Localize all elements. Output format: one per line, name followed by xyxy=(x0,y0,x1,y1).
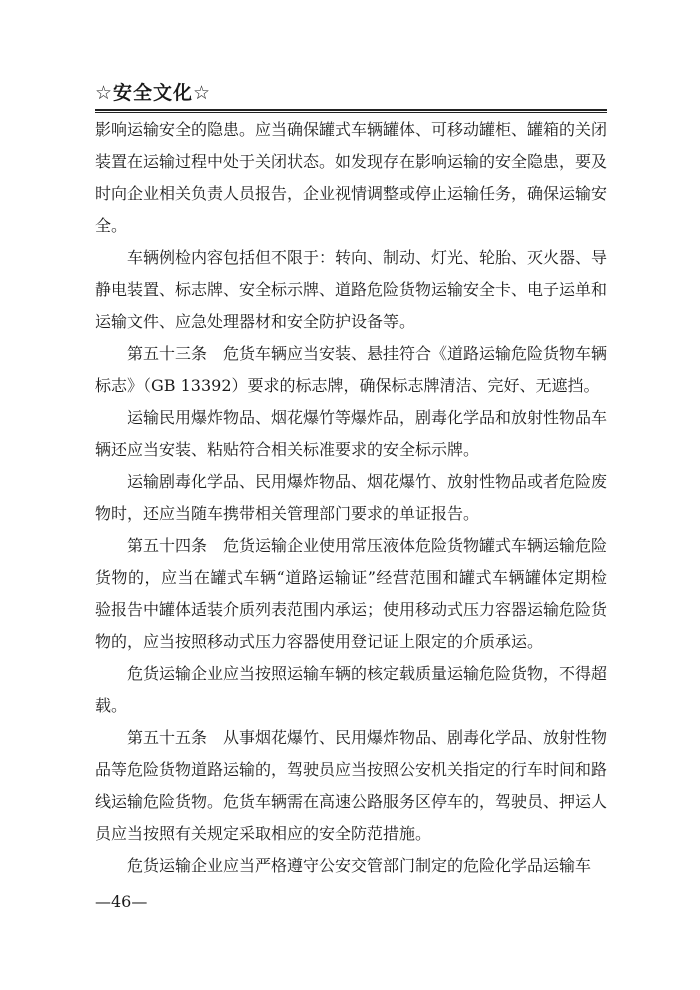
paragraph: 车辆例检内容包括但不限于：转向、制动、灯光、轮胎、灭火器、导静电装置、标志牌、安全标示牌、道路危险货物运输安全卡、电子运单和运输文件、应急处理器材和安全防护设备等。 xyxy=(95,248,608,331)
paragraph-continued: 影响运输安全的隐患。应当确保罐式车辆罐体、可移动罐柜、罐箱的关闭装置在运输过程中处于关闭状态。如发现存在影响运输的安全隐患，要及时向企业相关负责人员报告，企业视情调整或停止运输任务，确保运输安全。 xyxy=(95,120,608,235)
article-55: 第五十五条 从事烟花爆竹、民用爆炸物品、剧毒化学品、放射性物品等危险货物道路运输的，驾驶员应当按照公安机关指定的行车时间和路线运输危险货物。危货车辆需在高速公路服务区停车的，驾驶员、押运人员应当按照有关规定采取相应的安全防范措施。 xyxy=(95,728,608,843)
paragraph: 危货运输企业应当按照运输车辆的核定载质量运输危险货物，不得超载。 xyxy=(95,664,608,715)
paragraph-truncated: 危货运输企业应当严格遵守公安交管部门制定的危险化学品运输车 xyxy=(127,856,592,875)
paragraph: 运输民用爆炸物品、烟花爆竹等爆炸品，剧毒化学品和放射性物品车辆还应当安装、粘贴符合相关标准要求的安全标示牌。 xyxy=(95,408,608,459)
paragraph: 运输剧毒化学品、民用爆炸物品、烟花爆竹、放射性物品或者危险废物时，还应当随车携带相关管理部门要求的单证报告。 xyxy=(95,472,608,523)
page-number: —46— xyxy=(95,892,148,911)
header-rule-thin xyxy=(95,112,607,113)
article-54: 第五十四条 危货运输企业使用常压液体危险货物罐式车辆运输危险货物的，应当在罐式车辆“道路运输证”经营范围和罐式车辆罐体定期检验报告中罐体适装介质列表范围内承运；使用移动式压力容器运输危险货物的，应当按照移动式压力容器使用登记证上限定的介质承运。 xyxy=(95,536,608,651)
article-53: 第五十三条 危货车辆应当安装、悬挂符合《道路运输危险货物车辆标志》（GB 13392）要求的标志牌，确保标志牌清洁、完好、无遮挡。 xyxy=(95,344,608,395)
section-header: ☆安全文化☆ xyxy=(95,82,212,104)
header-rule-thick xyxy=(95,109,607,111)
document-body xyxy=(95,114,607,882)
